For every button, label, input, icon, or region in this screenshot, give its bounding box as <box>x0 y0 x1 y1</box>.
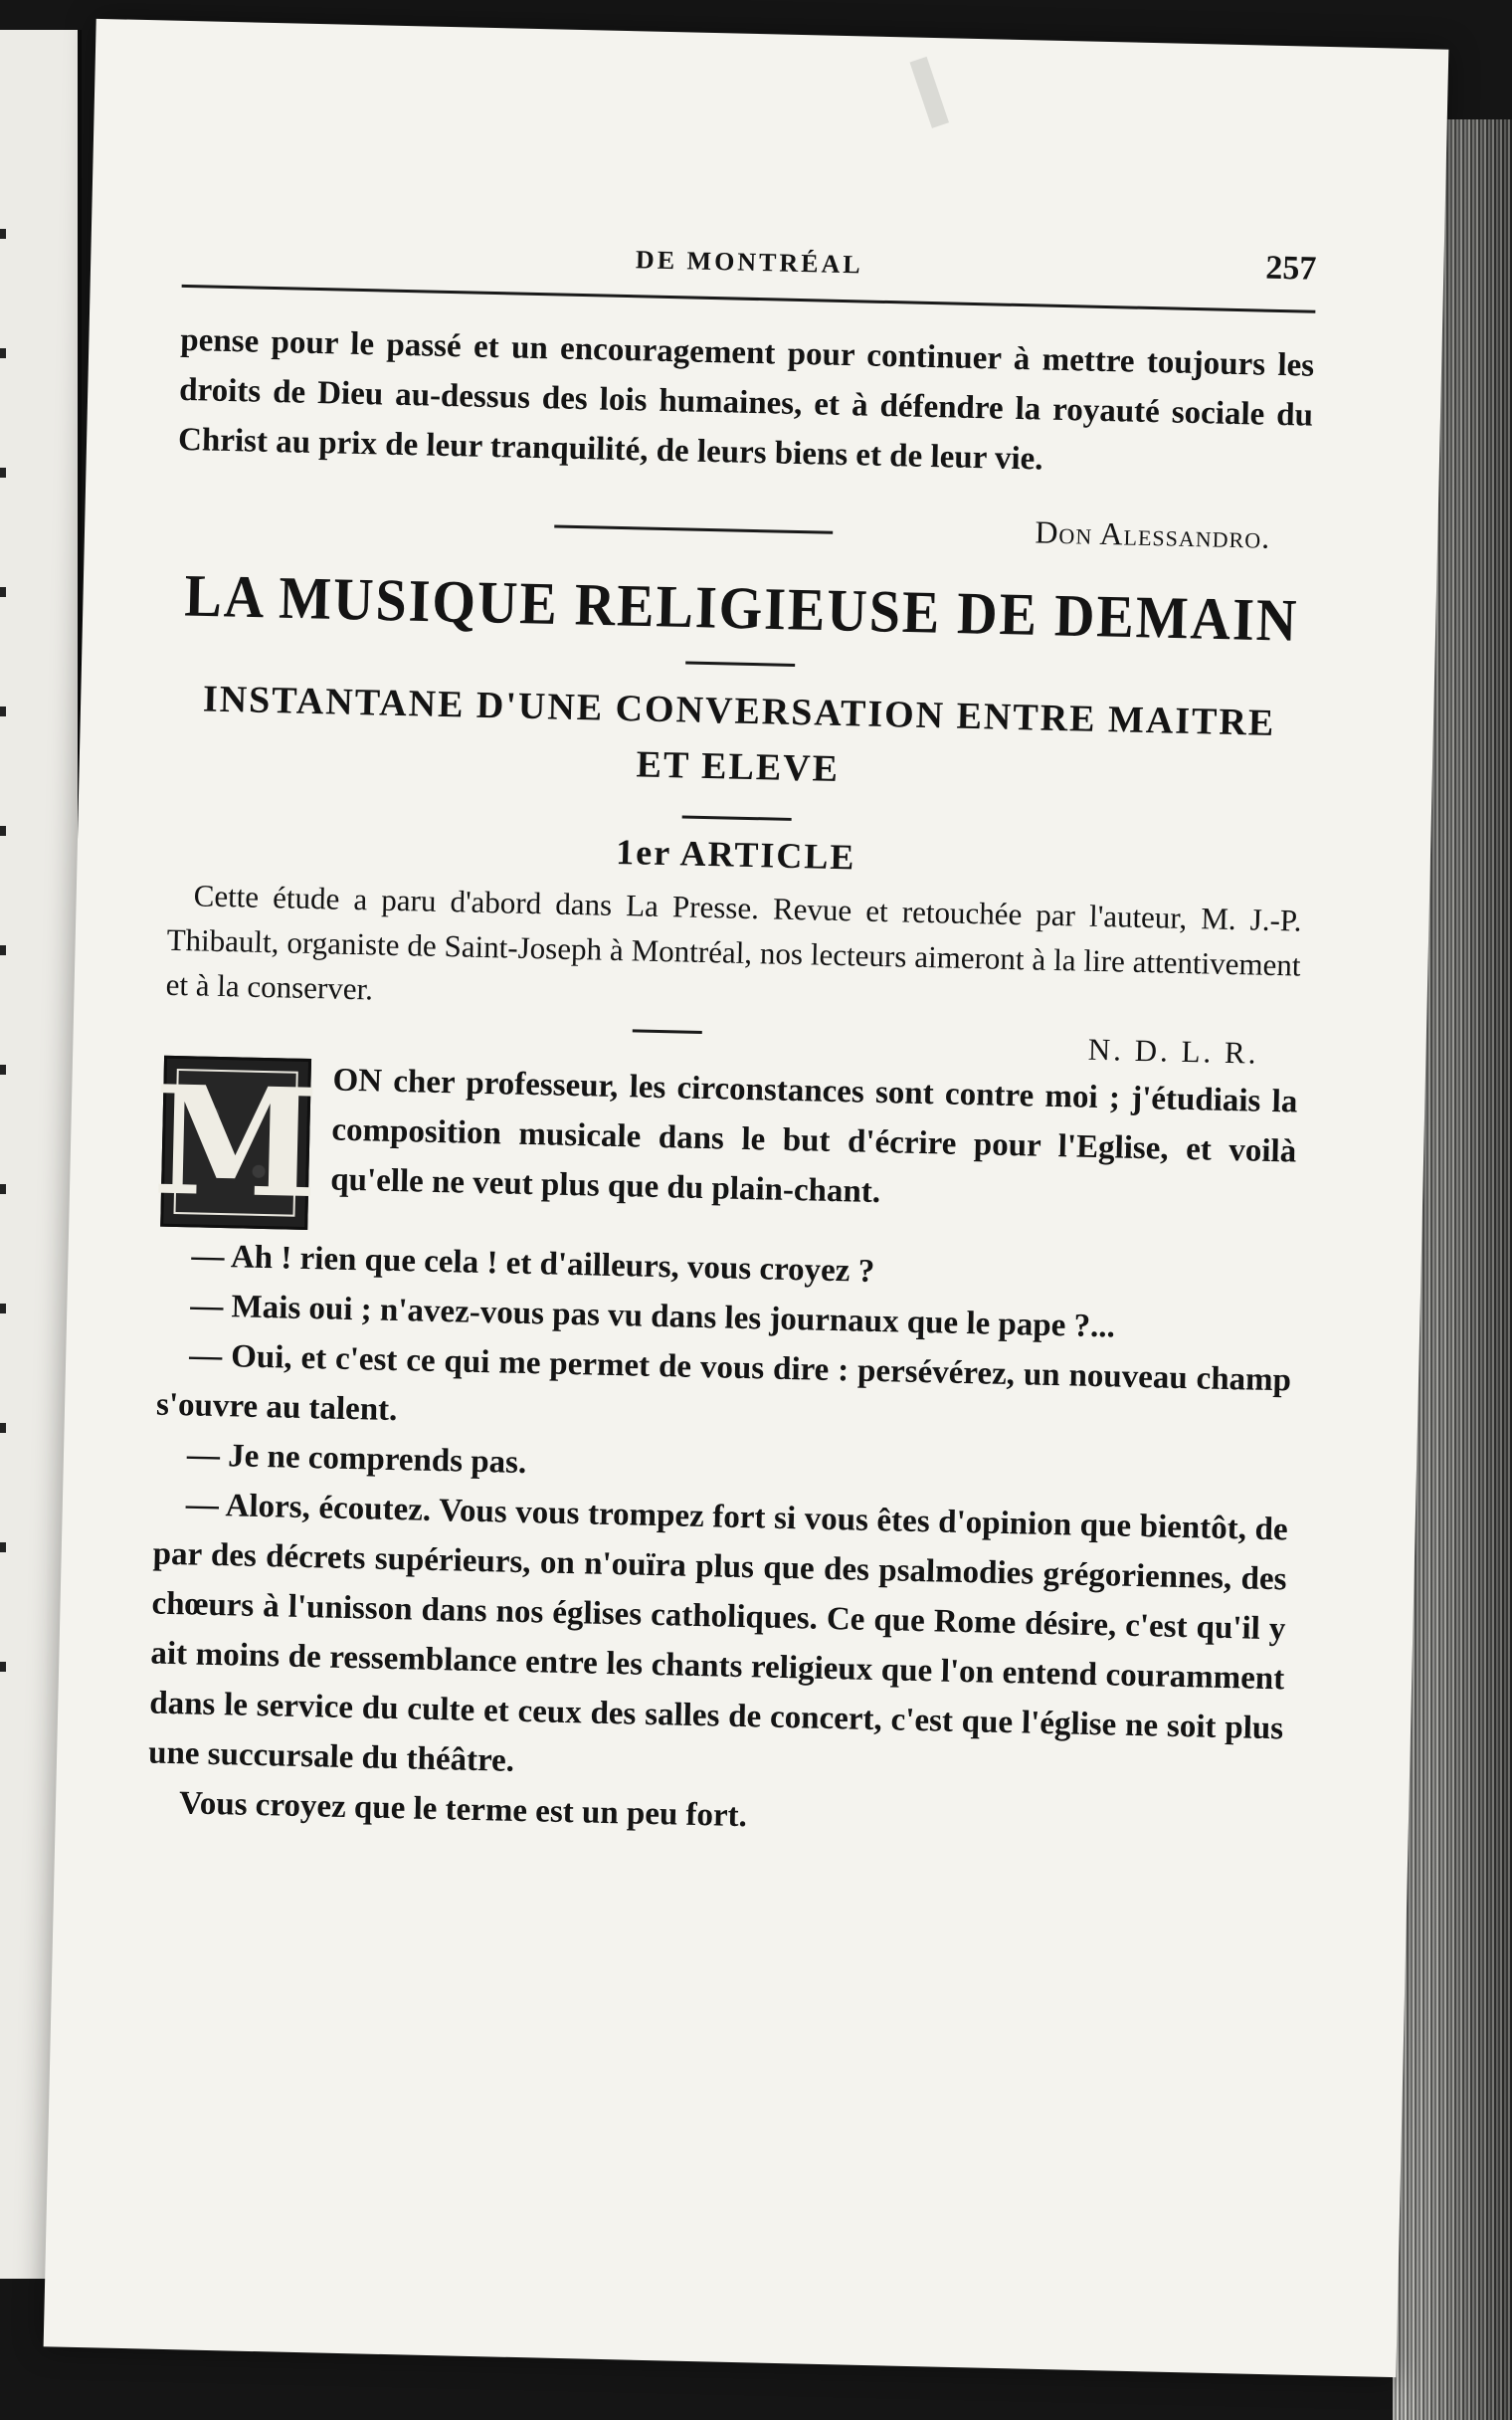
divider-rule <box>554 524 833 533</box>
editor-note-signature: N. D. L. R. <box>1087 1031 1259 1071</box>
dialogue-line: — Mais oui ; n'avez-vous pas vu dans les journaux que le pape ?... <box>189 1288 1116 1345</box>
running-head-title: DE MONTRÉAL <box>635 245 864 280</box>
author-signature: Don Alessandro. <box>1035 513 1271 555</box>
title-divider <box>685 661 795 666</box>
page-content <box>146 225 1316 1853</box>
scan-artifact <box>910 57 949 128</box>
dialogue-line: — Ah ! rien que cela ! et d'ailleurs, vous croyez ? <box>191 1238 875 1290</box>
dialogue-line: — Oui, et c'est ce qui me permet de vous dire : persévérez, un nouveau champ s'ouvre au talent. <box>155 1337 1292 1429</box>
signature-row <box>176 487 1311 572</box>
section-label: 1er ARTICLE <box>615 831 856 878</box>
drop-cap-ornament <box>151 1053 321 1233</box>
editor-note: Cette étude a paru d'abord dans La Presse. Revue et retouchée par l'auteur, M. J.-P. Thibault, organiste de Saint-Joseph à Montréal, nos lecteurs aimeront à la lire attentivement et à la conserver. <box>165 878 1302 1007</box>
article-title: LA MUSIQUE RELIGIEUSE DE DEMAIN <box>183 562 1300 655</box>
subtitle-divider <box>682 815 792 820</box>
dialogue-line: Vous croyez que le terme est un peu fort. <box>178 1785 748 1835</box>
first-paragraph: ON cher professeur, les circonstances sont contre moi ; j'étudiais la composition musicale dans le but d'écrire pour l'Eglise, et voilà qu'elle ne veut plus que du plain-chant. <box>329 1062 1298 1211</box>
dialogue-line: — Alors, écoutez. Vous vous trompez fort si vous êtes d'opinion que bientôt, de par des décrets supérieurs, on n'ouïra plus que des psalmodies grégoriennes, des chœurs à l'unisson dans nos églises catholiques. Ce que Rome désire, c'est qu'il y ait moins de ressemblance entre les chants religieux que l'on entend couramment dans le service du culte et ceux des salles de concert, c'est que l'église ne soit plus une succursale du théâtre. <box>147 1487 1288 1779</box>
article-subtitle: INSTANTANE D'UNE CONVERSATION ENTRE MAITRE ET ELEVE <box>202 678 1276 791</box>
dialogue <box>146 1052 1297 1854</box>
drop-cap-letter: M <box>151 1053 321 1233</box>
running-head <box>182 225 1317 313</box>
page-number: 257 <box>1264 249 1317 288</box>
book-page <box>44 19 1449 2377</box>
dialogue-line: — Je ne comprends pas. <box>186 1437 527 1482</box>
opening-paragraph: pense pour le passé et un encouragement pour continuer à mettre toujours les droits de Dieu au-dessus des lois humaines, et à défendre la royauté sociale du Christ au prix de leur tranquilité, de leurs biens et de leur vie. <box>177 321 1315 478</box>
